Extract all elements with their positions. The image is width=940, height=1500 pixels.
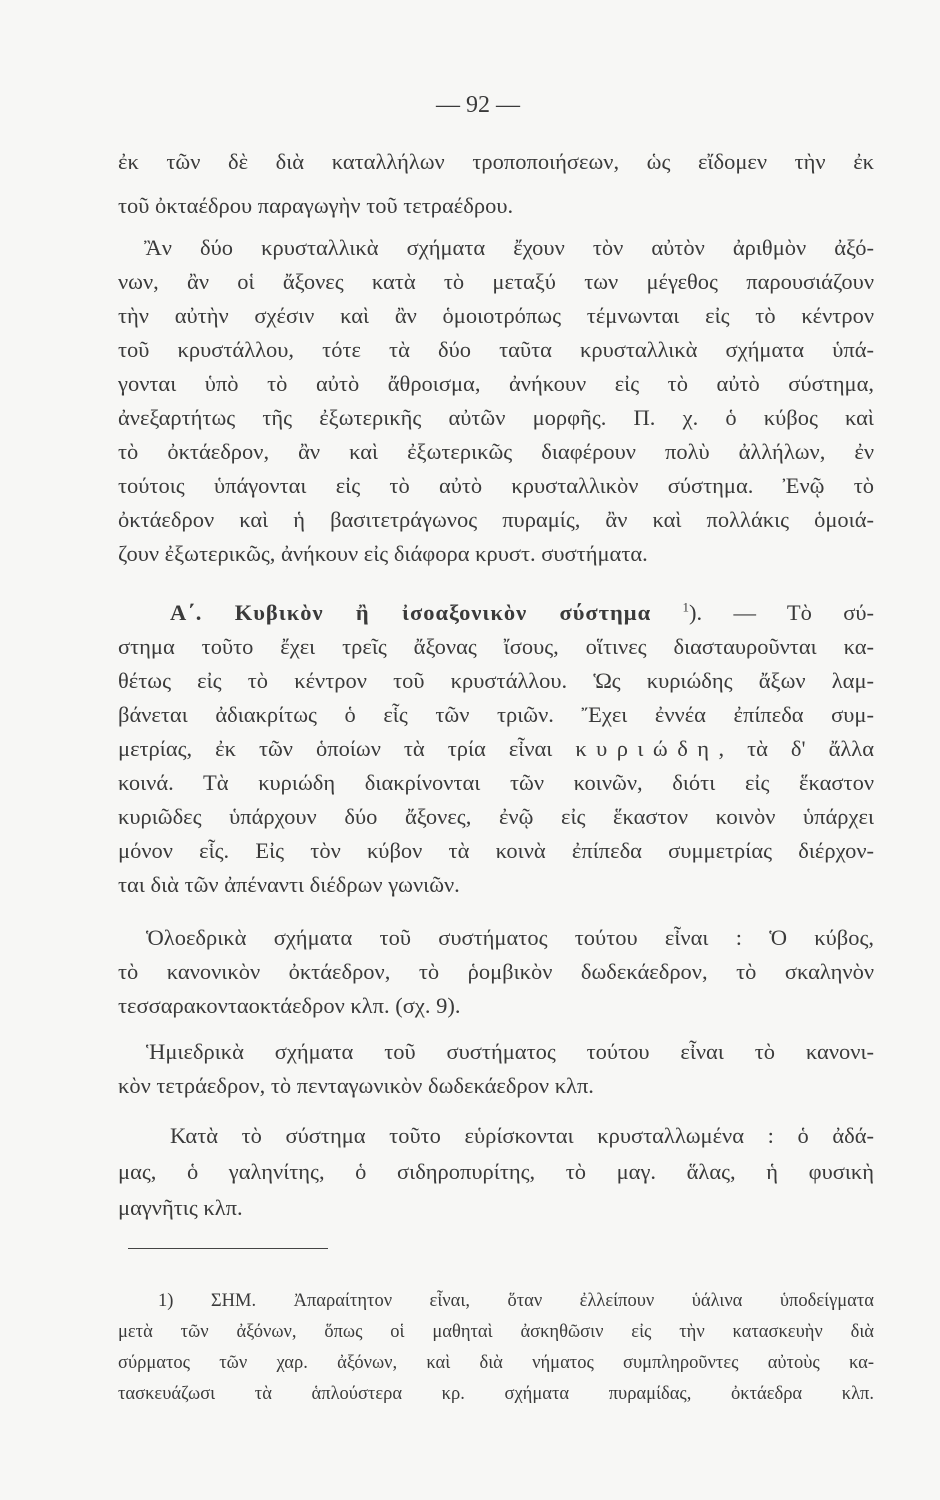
footnote-line: μετὰ τῶν ἀξόνων, ὅπως οἱ μαθηταὶ ἀσκηθῶσιν εἰς τὴν κατασκευὴν διὰ — [118, 1322, 874, 1342]
paragraph-holohedral — [118, 921, 874, 1023]
text-fragment: , τὰ δ' ἄλλα — [718, 736, 874, 761]
section-heading: Α΄. Κυβικὸν ἢ ἰσοαξονικὸν σύστημα — [170, 600, 652, 625]
text-fragment: μετρίας, ἐκ τῶν ὁποίων τὰ τρία εἶναι — [118, 736, 576, 761]
text-line: τοῦ ὀκταέδρου παραγωγὴν τοῦ τετραέδρου. — [118, 193, 514, 218]
footnote-reference[interactable]: 1 — [682, 599, 689, 615]
footnote-line: σύρματος τῶν χαρ. ἀξόνων, καὶ διὰ νήματος συμπληροῦντες αὐτοὺς κα- — [118, 1353, 874, 1373]
footnote-line: 1) ΣΗΜ. Ἀπαραίτητον εἶναι, ὅταν ἐλλείπουν ὑάλινα ὑποδείγματα — [158, 1291, 874, 1311]
text-line: γονται ὑπὸ τὸ αὐτὸ ἄθροισμα, ἀνήκουν εἰς τὸ αὐτὸ σύστημα, — [118, 371, 874, 396]
text-line: κυριῶδες ὑπάρχουν δύο ἄξονες, ἐνῷ εἰς ἕκαστον κοινὸν ὑπάρχει — [118, 804, 874, 829]
text-line: τὸ κανονικὸν ὀκτάεδρον, τὸ ῥομβικὸν δωδεκάεδρον, τὸ σκαληνὸν — [118, 959, 874, 984]
section-cubic-system — [118, 596, 874, 902]
text-line: κοινά. Τὰ κυριώδη διακρίνονται τῶν κοινῶν, διότι εἰς ἕκαστον — [118, 770, 874, 795]
text-line: μας, ὁ γαληνίτης, ὁ σιδηροπυρίτης, τὸ μαγ. ἅλας, ἡ φυσικὴ — [118, 1159, 874, 1184]
text-line: τεσσαρακονταοκτάεδρον κλπ. (σχ. 9). — [118, 993, 461, 1018]
text-line: θέτως εἰς τὸ κέντρον τοῦ κρυστάλλου. Ὡς κυριώδης ἄξων λαμ- — [118, 668, 874, 693]
footnote-divider — [128, 1248, 328, 1249]
text-line: τὸ ὀκτάεδρον, ἂν καὶ ἐξωτερικῶς διαφέρουν πολὺ ἀλλήλων, ἐν — [118, 439, 874, 464]
paragraph-minerals — [118, 1118, 874, 1226]
text-line: στημα τοῦτο ἔχει τρεῖς ἄξονας ἴσους, οἵτινες διασταυροῦνται κα- — [118, 634, 874, 659]
text-line: τὴν αὐτὴν σχέσιν καὶ ἂν ὁμοιοτρόπως τέμνωνται εἰς τὸ κέντρον — [118, 303, 874, 328]
text-line: ται διὰ τῶν ἀπέναντι διέδρων γωνιῶν. — [118, 872, 460, 897]
paragraph-hemihedral — [118, 1035, 874, 1103]
text-line — [118, 732, 874, 766]
text-line: Κατὰ τὸ σύστημα τοῦτο εὑρίσκονται κρυσταλλωμένα : ὁ ἀδά- — [170, 1123, 874, 1148]
text-line: τούτοις ὑπάγονται εἰς τὸ αὐτὸ κρυσταλλικὸν σύστημα. Ἐνῷ τὸ — [118, 473, 874, 498]
text-line: ἐκ τῶν δὲ διὰ καταλλήλων τροποποιήσεων, ὡς εἴδομεν τὴν ἐκ — [118, 149, 874, 174]
paragraph-crystal-systems — [118, 231, 874, 571]
section-heading-line — [118, 596, 874, 630]
emphasized-word: κυριώδη — [575, 736, 719, 761]
paragraph-intro — [118, 140, 874, 228]
text-line: Ὁλοεδρικὰ σχήματα τοῦ συστήματος τούτου εἶναι : Ὁ κύβος, — [146, 925, 874, 950]
footnote — [118, 1286, 874, 1410]
text-line: μαγνῆτις κλπ. — [118, 1195, 243, 1220]
text-line: κὸν τετράεδρον, τὸ πενταγωνικὸν δωδεκάεδρον κλπ. — [118, 1073, 594, 1098]
text-line: Ἡμιεδρικὰ σχήματα τοῦ συστήματος τούτου εἶναι τὸ κανονι- — [146, 1039, 874, 1064]
text-line: νων, ἂν οἱ ἄξονες κατὰ τὸ μεταξύ των μέγεθος παρουσιάζουν — [118, 269, 874, 294]
text-line: μόνον εἷς. Εἰς τὸν κύβον τὰ κοινὰ ἐπίπεδα συμμετρίας διέρχον- — [118, 838, 874, 863]
text-line: Ἂν δύο κρυσταλλικὰ σχήματα ἔχουν τὸν αὐτὸν ἀριθμὸν ἀξό- — [144, 235, 874, 260]
text-line: τοῦ κρυστάλλου, τότε τὰ δύο ταῦτα κρυσταλλικὰ σχήματα ὑπά- — [118, 337, 874, 362]
footnote-line: τασκευάζωσι τὰ ἁπλούστερα κρ. σχήματα πυραμίδας, ὀκτάεδρα κλπ. — [118, 1384, 874, 1404]
text-line: ζουν ἐξωτερικῶς, ἀνήκουν εἰς διάφορα κρυστ. συστήματα. — [118, 541, 648, 566]
text-line: βάνεται ἀδιακρίτως ὁ εἷς τῶν τριῶν. Ἔχει ἐννέα ἐπίπεδα συμ- — [118, 702, 874, 727]
page-number: — 92 — — [436, 92, 520, 118]
text-line: ἀνεξαρτήτως τῆς ἐξωτερικῆς αὐτῶν μορφῆς. Π. χ. ὁ κύβος καὶ — [118, 405, 874, 430]
text-line: ὀκτάεδρον καὶ ἡ βασιτετράγωνος πυραμίς, ἂν καὶ πολλάκις ὁμοιά- — [118, 507, 874, 532]
heading-continuation: ). — Τὸ σύ- — [688, 600, 874, 625]
